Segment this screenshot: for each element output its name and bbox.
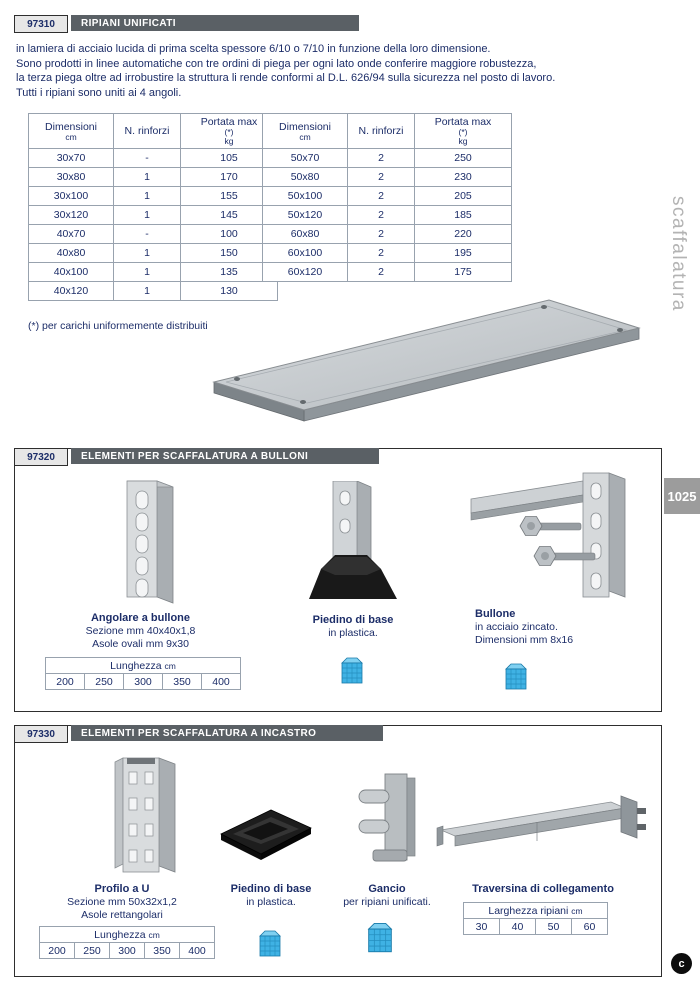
table-cell: 40x80	[29, 244, 114, 263]
larghezza-label-cell	[464, 903, 608, 919]
table-cell: 1	[114, 282, 181, 301]
section-elementi-incastro	[14, 725, 662, 977]
table-cell: 195	[415, 244, 512, 263]
lunghezza-table	[39, 926, 215, 959]
table-cell: 50x70	[263, 149, 348, 168]
table-cell: 1	[114, 263, 181, 282]
product-code-badge: 97310	[14, 15, 68, 33]
table-cell: 50x100	[263, 187, 348, 206]
table-cell: 130	[181, 282, 278, 301]
profilo-text	[27, 882, 217, 922]
table-cell: 40x70	[29, 225, 114, 244]
table-cell: 150	[181, 244, 278, 263]
product-name: Angolare a bullone	[90, 612, 190, 624]
table-row	[29, 244, 278, 263]
traversina-text	[427, 882, 659, 896]
gancio-image	[345, 768, 427, 868]
lunghezza-label: Lunghezza	[94, 928, 146, 941]
copyright-icon: c	[671, 953, 692, 974]
table-cell: -	[114, 225, 181, 244]
stock-box-icon	[259, 928, 281, 958]
product-spec: Dimensioni mm 8x16	[475, 634, 574, 646]
column-header-portata	[415, 114, 512, 149]
lunghezza-unit: cm	[164, 660, 176, 671]
table-row	[263, 244, 512, 263]
table-cell: 185	[415, 206, 512, 225]
table-cell: 30x80	[29, 168, 114, 187]
header-label: Portata max	[200, 116, 258, 128]
table-cell: 300	[124, 674, 163, 690]
footnote: (*) per carichi uniformemente distribuiti	[28, 320, 208, 332]
header-label: Dimensioni	[279, 120, 331, 133]
angolare-image	[113, 477, 185, 607]
lunghezza-unit: cm	[148, 929, 160, 940]
stock-box-icon	[505, 661, 527, 691]
section-ripiani-unificati	[14, 15, 662, 435]
table-cell: -	[114, 149, 181, 168]
piedino-text	[293, 613, 413, 640]
table-cell: 30	[464, 919, 500, 935]
table-header-row	[464, 903, 608, 919]
table-cell: 40x120	[29, 282, 114, 301]
table-cell: 250	[75, 943, 110, 959]
table-header-row	[29, 114, 278, 149]
table-cell: 145	[181, 206, 278, 225]
table-cell: 200	[40, 943, 75, 959]
table-cell: 50x120	[263, 206, 348, 225]
product-name: Bullone	[475, 608, 516, 620]
product-name: Gancio	[368, 883, 406, 895]
product-spec: Sezione mm 40x40x1,8	[85, 625, 196, 637]
piedino-base-image	[213, 798, 318, 864]
column-header-rinforzi	[348, 114, 415, 149]
table-cell: 250	[85, 674, 124, 690]
table-cell: 1	[114, 206, 181, 225]
table-row	[464, 919, 608, 935]
table-cell: 175	[415, 263, 512, 282]
table-cell: 100	[181, 225, 278, 244]
section-header-ripiani	[14, 15, 359, 31]
table-cell: 40	[500, 919, 536, 935]
table-row	[29, 168, 278, 187]
table-cell: 30x100	[29, 187, 114, 206]
table-cell: 250	[415, 149, 512, 168]
table-cell: 1	[114, 187, 181, 206]
table-header-row	[263, 114, 512, 149]
product-code-badge: 97320	[14, 448, 68, 466]
header-unit: kg	[224, 136, 234, 146]
table-cell: 1	[114, 168, 181, 187]
product-name: Profilo a U	[94, 883, 150, 895]
side-category-label: scaffalatura	[668, 196, 689, 312]
table-cell: 2	[348, 168, 415, 187]
table-row	[29, 225, 278, 244]
lunghezza-table	[45, 657, 241, 690]
table-cell: 30x120	[29, 206, 114, 225]
column-header-rinforzi	[114, 114, 181, 149]
header-unit: cm	[65, 131, 77, 142]
larghezza-unit: cm	[571, 905, 583, 916]
table-cell: 155	[181, 187, 278, 206]
table-cell: 230	[415, 168, 512, 187]
table-row	[263, 206, 512, 225]
spec-table-right	[262, 113, 512, 282]
column-header-dimensioni	[263, 114, 348, 149]
table-cell: 50x80	[263, 168, 348, 187]
section-header-incastro	[14, 725, 383, 741]
larghezza-table	[463, 902, 608, 935]
section-elementi-bulloni	[14, 448, 662, 712]
product-spec: in plastica.	[328, 627, 378, 639]
table-row	[263, 187, 512, 206]
table-header-row	[46, 658, 241, 674]
header-label: N. rinforzi	[358, 125, 404, 137]
product-name: Piedino di base	[312, 614, 394, 626]
table-cell: 2	[348, 206, 415, 225]
table-cell: 2	[348, 244, 415, 263]
product-spec: Asole ovali mm 9x30	[92, 638, 189, 650]
page-number-badge: 1025	[664, 478, 700, 514]
piedino-base-image	[303, 481, 403, 606]
header-label: Dimensioni	[45, 120, 97, 133]
bullone-image	[463, 465, 653, 605]
traversina-image	[433, 784, 653, 862]
table-cell: 30x70	[29, 149, 114, 168]
lunghezza-label-cell	[40, 927, 215, 943]
lunghezza-label-cell	[46, 658, 241, 674]
spec-table-left	[28, 113, 278, 301]
table-cell: 105	[181, 149, 278, 168]
section-description	[16, 42, 555, 100]
table-row	[29, 206, 278, 225]
product-name: Piedino di base	[230, 883, 312, 895]
section-title: ELEMENTI PER SCAFFALATURA A BULLONI	[71, 448, 379, 464]
table-row	[29, 149, 278, 168]
header-label: N. rinforzi	[124, 125, 170, 137]
stock-box-icon	[367, 920, 393, 954]
description-line: Sono prodotti in linee automatiche con tre ordini di piega per ogni lato onde conferire maggiore robustezza,	[16, 57, 537, 70]
table-cell: 60x120	[263, 263, 348, 282]
product-spec: per ripiani unificati.	[343, 896, 431, 908]
product-spec: in plastica.	[246, 896, 296, 908]
table-cell: 50	[536, 919, 572, 935]
lunghezza-label: Lunghezza	[110, 659, 162, 672]
profilo-u-image	[107, 752, 187, 878]
table-row	[263, 263, 512, 282]
table-cell: 2	[348, 149, 415, 168]
table-cell: 2	[348, 263, 415, 282]
table-cell: 350	[145, 943, 180, 959]
table-cell: 40x100	[29, 263, 114, 282]
table-cell: 205	[415, 187, 512, 206]
description-line: in lamiera di acciaio lucida di prima scelta spessore 6/10 o 7/10 in funzione della loro dimensione.	[16, 43, 491, 55]
description-line: la terza piega oltre ad irrobustire la struttura li rende conformi al D.L. 626/94 sulla sicurezza nel posto di lavoro.	[16, 72, 556, 85]
table-cell: 170	[181, 168, 278, 187]
table-cell: 350	[163, 674, 202, 690]
table-row	[46, 674, 241, 690]
shelf-panel-image	[199, 290, 649, 435]
table-cell: 200	[46, 674, 85, 690]
table-cell: 60	[572, 919, 608, 935]
table-cell: 60x80	[263, 225, 348, 244]
header-unit: cm	[299, 131, 311, 142]
table-cell: 400	[180, 943, 215, 959]
header-star: (*)	[224, 127, 234, 137]
table-row	[29, 263, 278, 282]
product-spec: Sezione mm 50x32x1,2	[67, 896, 177, 908]
stock-box-icon	[341, 655, 363, 685]
header-unit: kg	[458, 136, 468, 146]
piedino-text	[211, 882, 331, 909]
header-label: Portata max	[434, 116, 492, 128]
product-name: Traversina di collegamento	[472, 883, 614, 895]
table-header-row	[40, 927, 215, 943]
bullone-text	[475, 607, 645, 647]
product-spec: in acciaio zincato.	[475, 621, 558, 633]
table-row	[263, 149, 512, 168]
column-header-dimensioni	[29, 114, 114, 149]
header-star: (*)	[458, 127, 468, 137]
table-cell: 220	[415, 225, 512, 244]
table-cell: 1	[114, 244, 181, 263]
table-row	[263, 168, 512, 187]
product-code-badge: 97330	[14, 725, 68, 743]
description-line: Tutti i ripiani sono uniti ai 4 angoli.	[16, 86, 182, 99]
table-cell: 60x100	[263, 244, 348, 263]
table-row	[263, 225, 512, 244]
table-row	[40, 943, 215, 959]
table-cell: 400	[202, 674, 241, 690]
angolare-text	[33, 611, 248, 651]
table-cell: 2	[348, 225, 415, 244]
section-title: ELEMENTI PER SCAFFALATURA A INCASTRO	[71, 725, 383, 741]
table-cell: 2	[348, 187, 415, 206]
table-cell: 300	[110, 943, 145, 959]
product-spec: Asole rettangolari	[81, 909, 163, 921]
section-title: RIPIANI UNIFICATI	[71, 15, 359, 31]
table-row	[29, 187, 278, 206]
section-header-bulloni	[14, 448, 379, 464]
larghezza-label: Larghezza ripiani	[488, 904, 569, 917]
table-cell: 135	[181, 263, 278, 282]
